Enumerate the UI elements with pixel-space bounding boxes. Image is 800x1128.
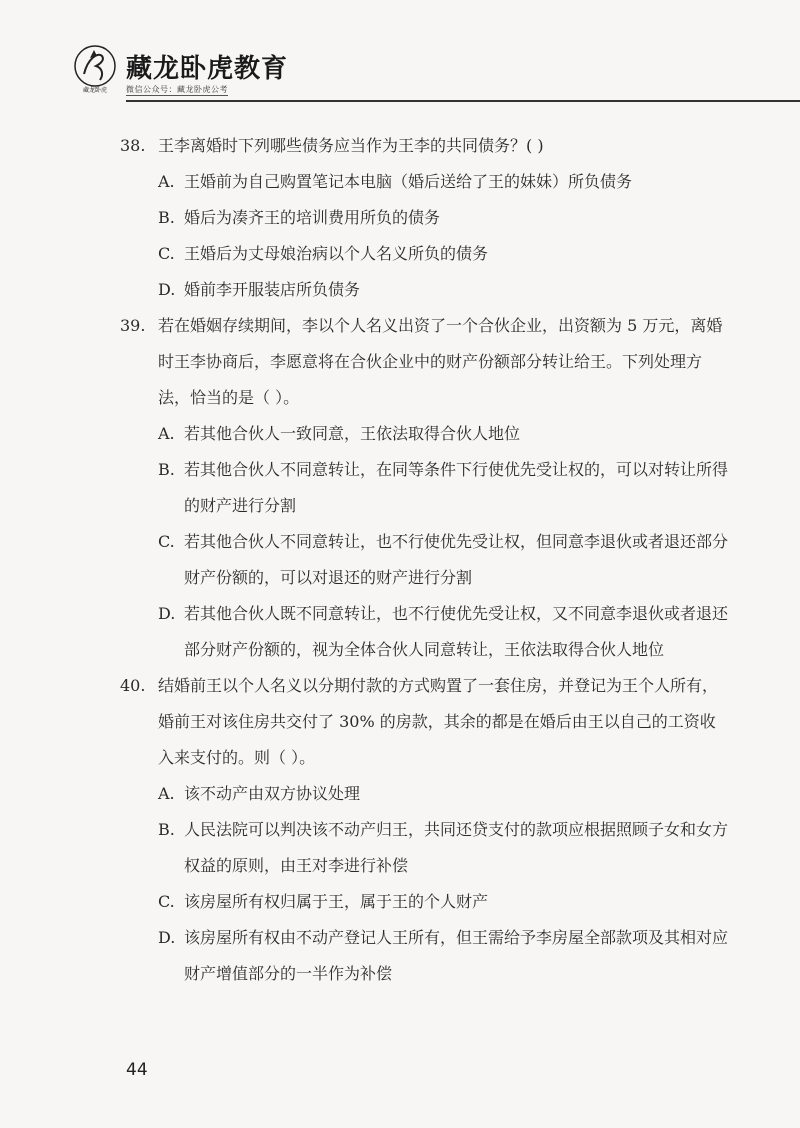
question-text: 王李离婚时下列哪些债务应当作为王李的共同债务？( ) — [158, 136, 544, 155]
option-text: 该房屋所有权归属于王，属于王的个人财产 — [184, 892, 489, 911]
option-letter: A. — [158, 424, 175, 443]
option-letter: C. — [158, 532, 175, 551]
tiger-logo-icon — [72, 44, 118, 94]
question-39 — [120, 308, 730, 668]
question-list — [120, 128, 730, 992]
option-b — [158, 812, 730, 884]
option-c — [158, 884, 730, 920]
option-text: 婚后为凑齐王的培训费用所负的债务 — [184, 208, 441, 227]
question-text: 若在婚姻存续期间，李以个人名义出资了一个合伙企业，出资额为 5 万元，离婚时王李协商后，李愿意将在合伙企业中的财产份额部分转让给王。下列处理方法，恰当的是（ ）。 — [158, 316, 723, 407]
question-number: 39. — [120, 316, 146, 335]
option-b — [158, 200, 730, 236]
option-text: 若其他合伙人既不同意转让，也不行使优先受让权，又不同意李退伙或者退还部分财产份额的，视为全体合伙人同意转让，王依法取得合伙人地位 — [184, 604, 729, 659]
option-b — [158, 452, 730, 524]
option-text: 若其他合伙人一致同意，王依法取得合伙人地位 — [184, 424, 521, 443]
page-number: 44 — [126, 1060, 148, 1080]
option-text: 王婚前为自己购置笔记本电脑（婚后送给了王的妹妹）所负债务 — [184, 172, 633, 191]
option-letter: D. — [158, 928, 176, 947]
option-c — [158, 524, 730, 596]
question-text: 结婚前王以个人名义以分期付款的方式购置了一套住房，并登记为王个人所有，婚前王对该住房共交付了 30% 的房款，其余的都是在婚后由王以自己的工资收入来支付的。则（ ）。 — [158, 676, 719, 767]
option-letter: A. — [158, 784, 175, 803]
option-letter: D. — [158, 280, 176, 299]
question-stem — [120, 308, 730, 416]
question-38 — [120, 128, 730, 308]
option-text: 人民法院可以判决该不动产归王，共同还贷支付的款项应根据照顾子女和女方权益的原则，由王对李进行补偿 — [184, 820, 729, 875]
option-a — [158, 776, 730, 812]
question-number: 38. — [120, 136, 146, 155]
option-text: 王婚后为丈母娘治病以个人名义所负的债务 — [184, 244, 489, 263]
question-number: 40. — [120, 676, 146, 695]
brand-subtitle: 微信公众号：藏龙卧虎公考 — [126, 85, 228, 94]
option-letter: B. — [158, 460, 175, 479]
option-letter: C. — [158, 244, 175, 263]
question-stem — [120, 128, 730, 164]
brand-title: 藏龙卧虎教育 — [126, 54, 289, 84]
option-letter: D. — [158, 604, 176, 623]
option-letter: B. — [158, 820, 175, 839]
option-text: 若其他合伙人不同意转让，在同等条件下行使优先受让权的，可以对转让所得的财产进行分割 — [184, 460, 729, 515]
option-letter: B. — [158, 208, 175, 227]
option-text: 该不动产由双方协议处理 — [184, 784, 361, 803]
option-a — [158, 164, 730, 200]
header-divider — [126, 100, 800, 102]
option-letter: C. — [158, 892, 175, 911]
svg-text:藏龙卧虎: 藏龙卧虎 — [82, 87, 108, 94]
option-letter: A. — [158, 172, 175, 191]
option-d — [158, 920, 730, 992]
option-c — [158, 236, 730, 272]
question-stem — [120, 668, 730, 776]
option-text: 若其他合伙人不同意转让，也不行使优先受让权，但同意李退伙或者退还部分财产份额的，可以对退还的财产进行分割 — [184, 532, 729, 587]
option-text: 该房屋所有权由不动产登记人王所有，但王需给予李房屋全部款项及其相对应财产增值部分的一半作为补偿 — [184, 928, 729, 983]
question-40 — [120, 668, 730, 992]
option-d — [158, 272, 730, 308]
option-a — [158, 416, 730, 452]
page-header — [0, 0, 800, 104]
option-text: 婚前李开服装店所负债务 — [184, 280, 361, 299]
option-d — [158, 596, 730, 668]
